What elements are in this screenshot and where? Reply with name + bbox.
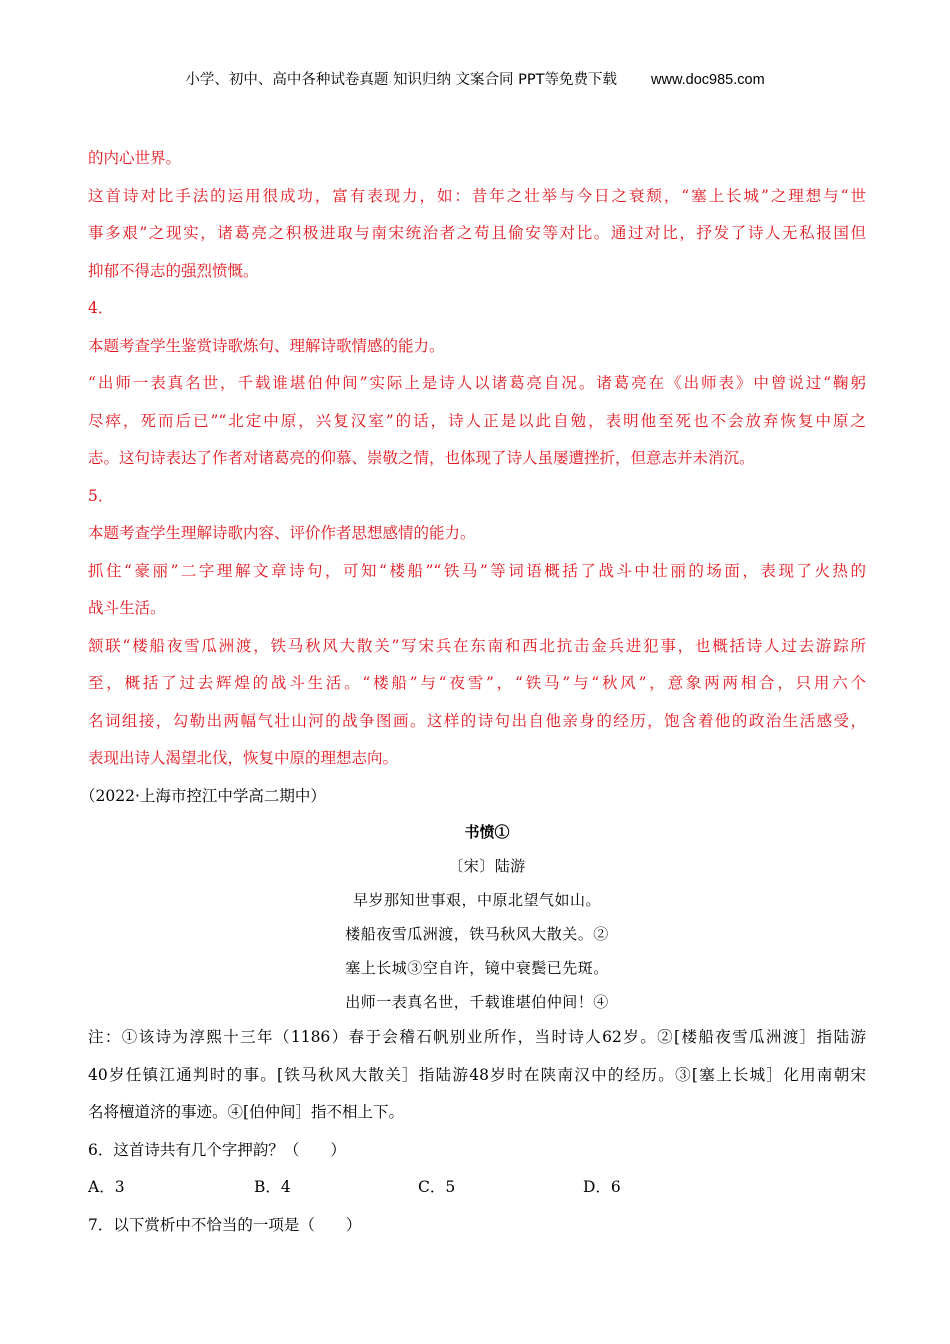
poem-author: 〔宋〕陆游 — [448, 857, 526, 875]
question-6-stem: 6．这首诗共有几个字押韵？（ ） — [88, 1140, 346, 1159]
answer-line: 本题考查学生理解诗歌内容、评价作者思想感情的能力。 — [88, 524, 476, 542]
answer-line: 名词组接，勾勒出两幅气壮山河的战争图画。这样的诗句出自他亲身的经历，饱含着他的政治生活感受， — [88, 711, 866, 730]
notes — [88, 1019, 866, 1132]
option-b[interactable]: B．4 — [254, 1178, 291, 1196]
option-c[interactable]: C．5 — [418, 1178, 456, 1196]
answer-number: 4． — [88, 299, 114, 317]
note-line: 注：①该诗为淳熙十三年（1186）春于会稽石帆别业所作，当时诗人62岁。②[楼船夜雪瓜洲渡］指陆游 — [88, 1028, 866, 1046]
page-header — [0, 68, 950, 89]
answer-line: 本题考查学生鉴赏诗歌炼句、理解诗歌情感的能力。 — [88, 336, 445, 355]
question-6 — [88, 1132, 866, 1207]
answer-line: 战斗生活。 — [88, 599, 166, 617]
answer-number: 5． — [88, 486, 114, 505]
poem — [88, 815, 866, 1019]
poem-line: 塞上长城③空自许，镜中衰鬓已先斑。 — [345, 959, 609, 977]
poem-line: 早岁那知世事艰，中原北望气如山。 — [352, 891, 601, 909]
answer-line: 这首诗对比手法的运用很成功，富有表现力，如：昔年之壮举与今日之衰颓，“塞上长城”之理想与“世 — [88, 186, 866, 205]
header-site-link[interactable]: www.doc985.com — [651, 72, 765, 88]
question-6-options — [88, 1169, 866, 1207]
note-line: 40岁任镇江通判时的事。[铁马秋风大散关］指陆游48岁时在陕南汉中的经历。③[塞上长城］化用南朝宋 — [88, 1065, 866, 1084]
answer-line: “出师一表真名世，千载谁堪伯仲间”实际上是诗人以诸葛亮自况。诸葛亮在《出师表》中曾说过“鞠躬 — [88, 374, 866, 392]
source-label: （2022·上海市控江中学高二期中） — [80, 786, 326, 805]
answer-line: 尽瘁，死而后已”“北定中原，兴复汉室”的话，诗人正是以此自勉，表明他至死也不会放弃恢复中原之 — [88, 411, 866, 430]
option-a[interactable]: A．3 — [88, 1178, 125, 1196]
answer-line: 表现出诗人渴望北伐，恢复中原的理想志向。 — [88, 749, 399, 767]
poem-line: 出师一表真名世，千载谁堪伯仲间！④ — [345, 993, 609, 1011]
answer-line: 抓住“豪丽”二字理解文章诗句，可知“楼船”“铁马”等词语概括了战斗中壮丽的场面，表现了火热的 — [88, 561, 866, 580]
question-7 — [88, 1207, 866, 1245]
poem-line: 楼船夜雪瓜洲渡，铁马秋风大散关。② — [345, 925, 609, 943]
header-text: 小学、初中、高中各种试卷真题 知识归纳 文案合同 PPT等免费下载 — [185, 72, 618, 88]
answer-line: 抑郁不得志的强烈愤慨。 — [88, 261, 259, 280]
note-line: 名将檀道济的事迹。④[伯仲间］指不相上下。 — [88, 1103, 405, 1121]
answer-line: 至，概括了过去辉煌的战斗生活。“楼船”与“夜雪”，“铁马”与“秋风”，意象两两相合，只用六个 — [88, 674, 866, 692]
answer-line: 的内心世界。 — [88, 149, 182, 167]
page-content — [80, 140, 866, 1244]
answer-line: 颔联“楼船夜雪瓜洲渡，铁马秋风大散关”写宋兵在东南和西北抗击金兵进犯事，也概括诗人过去游踪所 — [88, 636, 866, 655]
answer-section — [88, 140, 866, 778]
answer-line: 志。这句诗表达了作者对诸葛亮的仰慕、崇敬之情，也体现了诗人虽屡遭挫折，但意志并未消沉。 — [88, 449, 755, 467]
answer-line: 事多艰”之现实，诸葛亮之积极进取与南宋统治者之苟且偷安等对比。通过对比，抒发了诗人无私报国但 — [88, 224, 866, 242]
option-d[interactable]: D．6 — [583, 1178, 621, 1196]
poem-title: 书愤① — [464, 823, 510, 841]
question-7-stem: 7．以下赏析中不恰当的一项是（ ） — [88, 1215, 362, 1234]
